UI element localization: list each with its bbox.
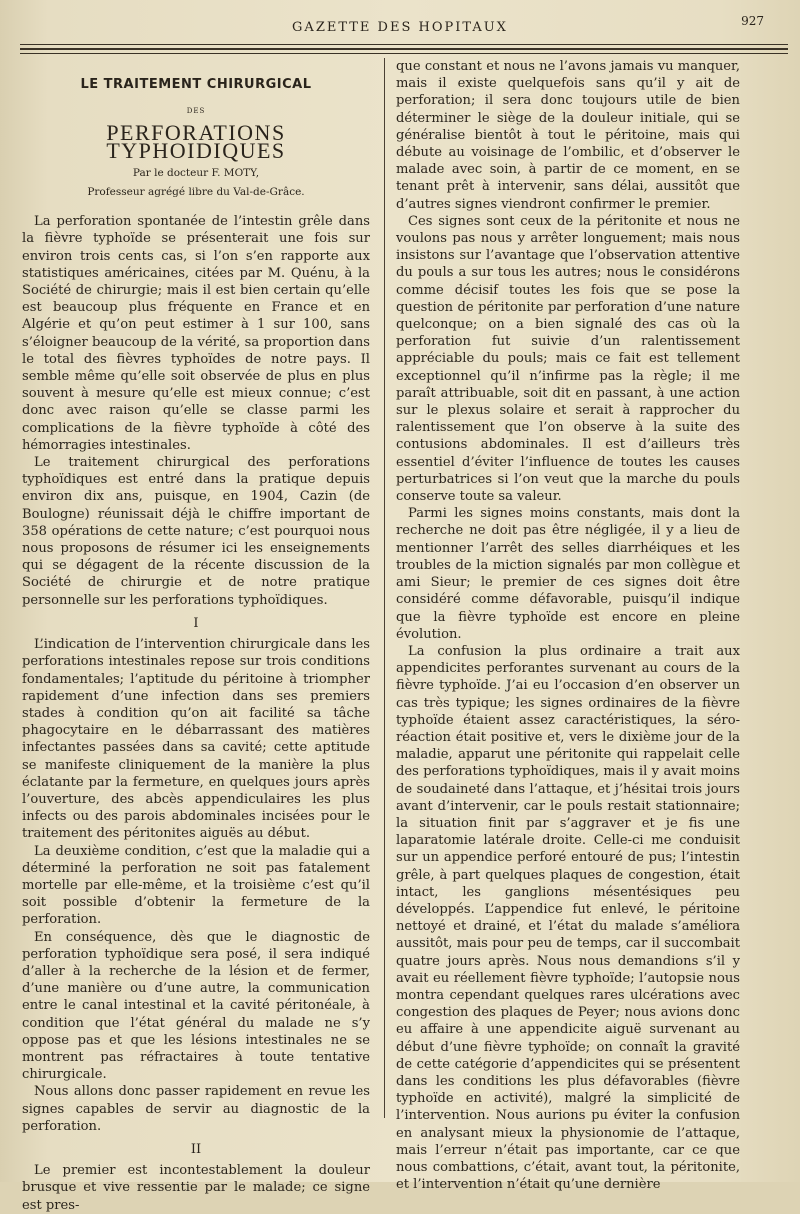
running-header bbox=[0, 8, 800, 42]
paragraph: Ces signes sont ceux de la péritonite et nous ne voulons pas nous y arrêter longuement; mais nous insistons sur l’avantage que l’observation attentive du pouls a sur tous les autres; nous le considérons comme décisif toutes les fois que se pose la question de péritonite par perforation d’une nature quelconque; on a bien signalé des cas où la perforation fut suivie d’un ralentissement appréciable du pouls; mais ce fait est tellement exceptionnel qu’il n’infirme pas la règle; il me paraît attribuable, soit dit en passant, à une action sur le plexus solaire et serait à rapprocher du ralentissement que l’on observe à la suite des contusions abdominales. Il est d’ailleurs très essentiel d’éviter l’influence de toutes les causes perturbatrices si l’on veut que la marche du pouls conserve toute sa valeur. bbox=[396, 213, 740, 505]
right-column bbox=[396, 58, 740, 1193]
paragraph: La deuxième condition, c’est que la maladie qui a déterminé la perforation ne soit pas fatalement mortelle par elle-même, et la troisième c’est qu’il soit possible d’obtenir la fermeture de la perforation. bbox=[22, 843, 370, 928]
paragraph: La perforation spontanée de l’intestin grêle dans la fièvre typhoïde se présenterait une fois sur environ trois cents cas, si l’on s’en rapporte aux statistiques américaines, citées par M. Quénu, à la Société de chirurgie; mais il est bien certain qu’elle est beaucoup plus fréquente en France et en Algérie et qu’on peut estimer à 1 sur 100, sans s’éloigner beaucoup de la vérité, sa proportion dans le total des fièvres typhoïdes de notre pays. Il semble même qu’elle soit observée de plus en plus souvent à mesure qu’elle est mieux connue; c’est donc avec raison qu’elle se classe parmi les complications de la fièvre typhoïde à côté des hémorragies intestinales. bbox=[22, 214, 370, 453]
page-number: 927 bbox=[741, 14, 764, 28]
article-des: DES bbox=[186, 107, 206, 116]
section-heading: I bbox=[193, 615, 199, 631]
article-author-role: Professeur agrégé libre du Val-de-Grâce. bbox=[87, 186, 305, 199]
paragraph: Nous allons donc passer rapidement en revue les signes capables de servir au diagnostic de la perforation. bbox=[22, 1084, 370, 1134]
paragraph: La confusion la plus ordinaire a trait aux appendicites perforantes survenant au cours de la fièvre typhoïde. J’ai eu l’occasion d’en observer un cas très typique; les signes ordinaires de la fièvre typhoïde étaient assez caractéristiques, la séro-réaction était positive et, vers le dixième jour de la maladie, apparut une péritonite qui rappelait celle des perforations typhoïdiques, mais il y avait moins de soudaineté dans l’attaque, et j’hésitai trois jours avant d’intervenir, car le pouls restait stationnaire; la situation finit par s’aggraver et je fis une laparatomie latérale droite. Celle-ci me conduisit sur un appendice perforé entouré de pus; l’intestin grêle, à part quelques plaques de congestion, était intact, les ganglions mésentésiques peu développés. L’appendice fut enlevé, le péritoine nettoyé et drainé, et l’état du malade s’améliora aussitôt, mais pour peu de temps, car il succombait quatre jours après. Nous nous demandions s’il y avait eu réellement fièvre typhoïde; l’autopsie nous montra cependant quelques rares ulcérations avec congestion des plaques de Peyer; nous avions donc eu affaire à une appendicite aiguë survenant au début d’une fièvre typhoïde; on connaît la gravité de cette catégorie d’appendicites qui se présentent dans les conditions les plus défavorables (fièvre typhoïde en activité), malgré la simplicité de l’intervention. Nous aurions pu éviter la confusion en analysant mieux la physionomie de l’attaque, mais l’erreur n’était pas importante, car ce que nous combattions, c’était, avant tout, la péritonite, et l’intervention n’était qu’une dernière bbox=[396, 643, 740, 1193]
header-rule-bottom bbox=[20, 53, 788, 54]
journal-title: GAZETTE DES HOPITAUX bbox=[292, 20, 508, 35]
paragraph: Le premier est incontestablement la douleur brusque et vive ressentie par le malade; ce signe est pres- bbox=[22, 1163, 370, 1213]
header-rule-middle bbox=[20, 48, 788, 50]
paragraph: Le traitement chirurgical des perforations typhoïdiques est entré dans la pratique depuis environ dix ans, puisque, en 1904, Cazin (de Boulogne) réunissait déjà le chiffre important de 358 opérations de cette nature; c’est pourquoi nous nous proposons de résumer ici les enseignements qui se dégagent de la récente discussion de la Société de chirurgie et de notre pratique personnelle sur les perforations typhoïdiques. bbox=[22, 455, 370, 608]
paragraph: Parmi les signes moins constants, mais dont la recherche ne doit pas être négligée, il y a lieu de mentionner l’arrêt des selles diarrhéiques et les troubles de la miction signalés par mon collègue et ami Sieur; le premier de ces signes doit être considéré comme défavorable, puisqu’il indique que la fièvre typhoïde est encore en pleine évolution. bbox=[396, 506, 740, 642]
paragraph: En conséquence, dès que le diagnostic de perforation typhoïdique sera posé, il sera indiqué d’aller à la recherche de la lésion et de fermer, d’une manière ou d’une autre, la communication entre le canal intestinal et la cavité péritonéale, à condition que l’état général du malade ne s’y oppose pas et que les lésions intestinales ne se montrent pas réfractaires à toute tentative chirurgicale. bbox=[22, 929, 370, 1083]
paragraph: L’indication de l’intervention chirurgicale dans les perforations intestinales repose sur trois conditions fondamentales; l’aptitude du péritoine à triompher rapidement d’une infection dans ses premiers stades à condition qu’on ait facilité sa tâche phagocytaire en le débarrassant des matières infectantes passées dans sa cavité; cette aptitude se manifeste cliniquement de la manière la plus éclatante par la fermeture, en quelques jours après l’ouverture, des abcès appendiculaires les plus infects ou des parois abdominales incisées pour le traitement des péritonites aiguës au début. bbox=[22, 637, 370, 842]
article-author: Par le docteur F. MOTY, bbox=[132, 166, 260, 179]
header-rule-top bbox=[20, 44, 788, 45]
section-heading: II bbox=[190, 1141, 202, 1157]
column-divider bbox=[384, 58, 385, 1118]
article-kicker: LE TRAITEMENT CHIRURGICAL bbox=[80, 77, 312, 92]
left-column bbox=[22, 60, 370, 1214]
paragraph: que constant et nous ne l’avons jamais vu manquer, mais il existe quelquefois sans qu’il y ait de perforation; il sera donc toujours utile de bien déterminer le siège de la douleur initiale, qui se généralise bientôt à tout le péritoine, mais qui débute au voisinage de l’ombilic, et d’observer le malade avec soin, à partir de ce moment, en se tenant prêt à intervenir, sans délai, aussitôt que d’autres signes viendront confirmer le premier. bbox=[396, 59, 740, 212]
article-title: PERFORATIONS TYPHOIDIQUES bbox=[106, 120, 286, 163]
